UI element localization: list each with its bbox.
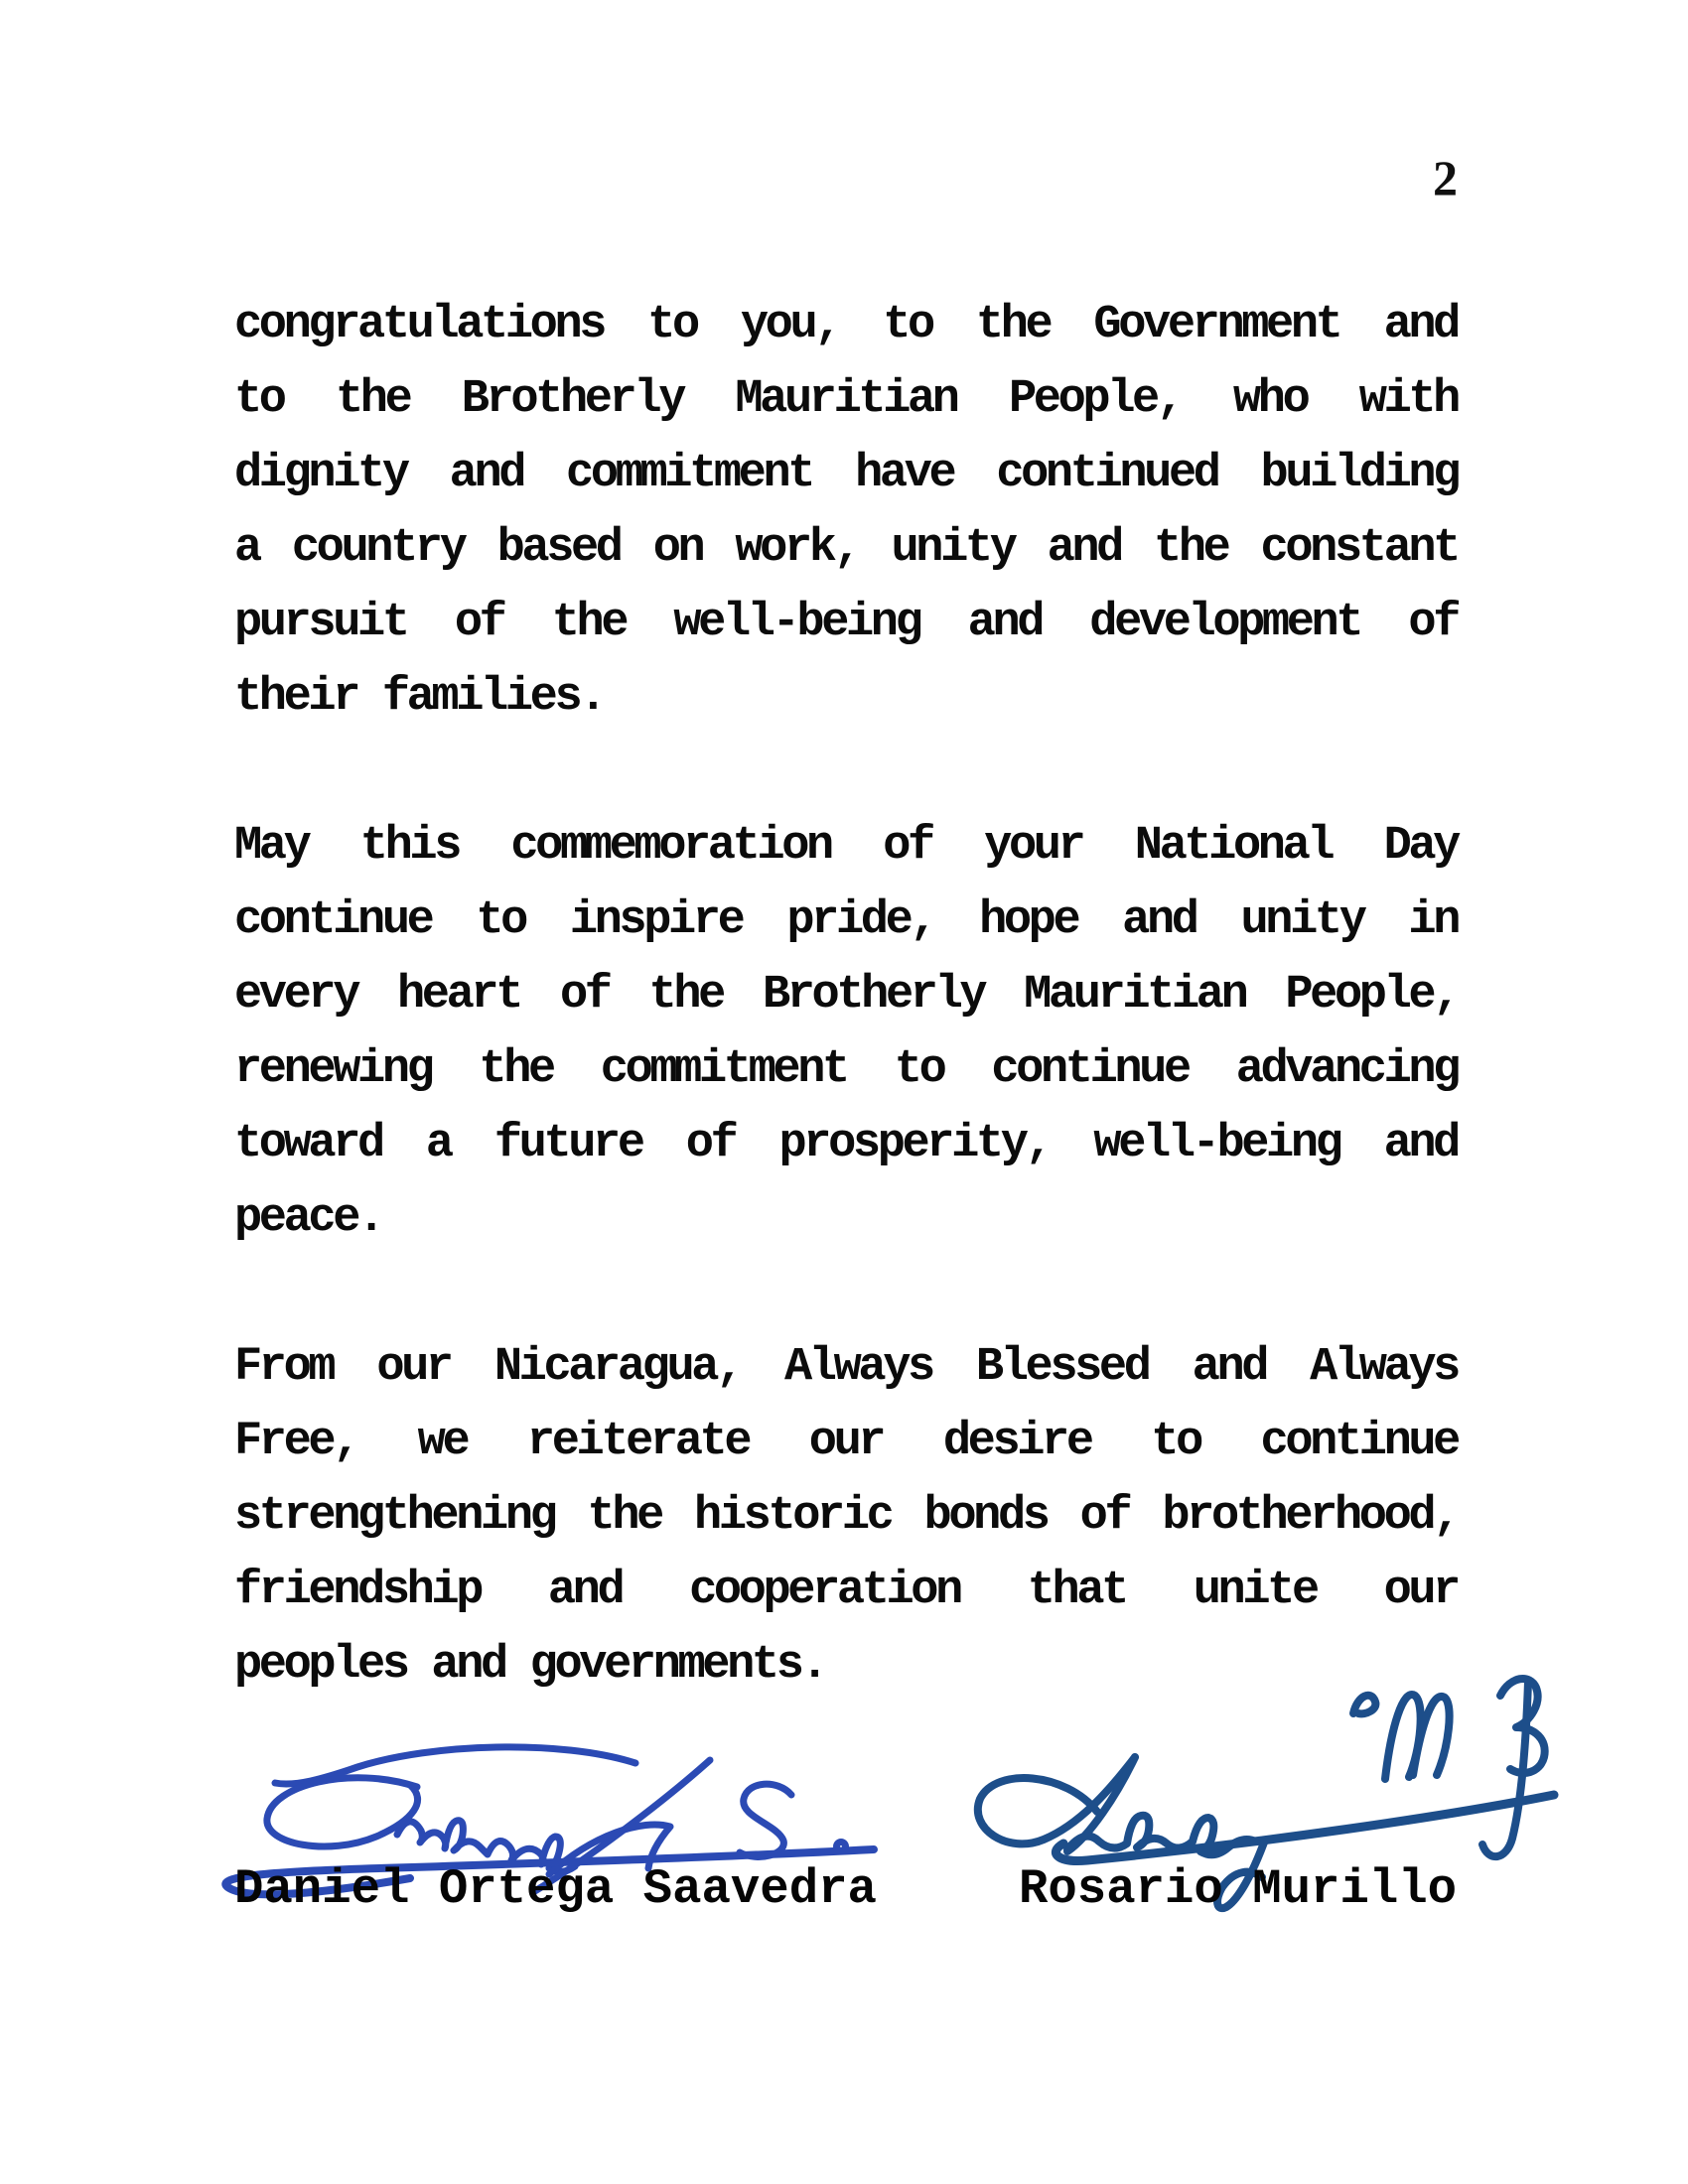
sig-underline — [1055, 1795, 1554, 1861]
sig-final-stem — [1482, 1682, 1528, 1856]
paragraph — [234, 809, 1458, 1256]
signatory-name-rosario-murillo: Rosario Murillo — [1019, 1861, 1458, 1917]
sig-scrawl — [1067, 1816, 1256, 1854]
body-line: peoples and governments. — [234, 1639, 826, 1692]
body-line: peace. — [234, 1192, 382, 1245]
paragraph — [234, 1330, 1458, 1703]
body-line: pursuit of the well-being and development of — [234, 597, 1458, 649]
body-line: From our Nicaragua, Always Blessed and Always — [234, 1341, 1458, 1394]
body-line: every heart of the Brotherly Mauritian People, — [234, 969, 1458, 1022]
page-number: 2 — [1433, 150, 1458, 205]
body-line: congratulations to you, to the Government and — [234, 299, 1458, 351]
body-line: to the Brotherly Mauritian People, who with — [234, 373, 1458, 426]
body-line: a country based on work, unity and the constant — [234, 522, 1458, 575]
body-line: toward a future of prosperity, well-being and — [234, 1118, 1458, 1170]
paragraph — [234, 288, 1458, 735]
body-line: dignity and commitment have continued building — [234, 448, 1458, 500]
sig-oval — [267, 1778, 418, 1846]
body-line: friendship and cooperation that unite our — [234, 1565, 1458, 1617]
body-line: renewing the commitment to continue advancing — [234, 1043, 1458, 1096]
signatory-name-daniel-ortega: Daniel Ortega Saavedra — [234, 1861, 877, 1917]
body-line: Free, we reiterate our desire to continue — [234, 1416, 1458, 1468]
sig-dot — [837, 1843, 846, 1851]
body-line: May this commemoration of your National Day — [234, 820, 1458, 873]
sig-s — [740, 1784, 791, 1856]
letter-body — [234, 288, 1458, 1777]
body-line: their families. — [234, 671, 605, 724]
body-line: strengthening the historic bonds of brotherhood, — [234, 1490, 1458, 1543]
sig-final-hook — [1500, 1679, 1545, 1773]
body-line: continue to inspire pride, hope and unity in — [234, 894, 1458, 947]
